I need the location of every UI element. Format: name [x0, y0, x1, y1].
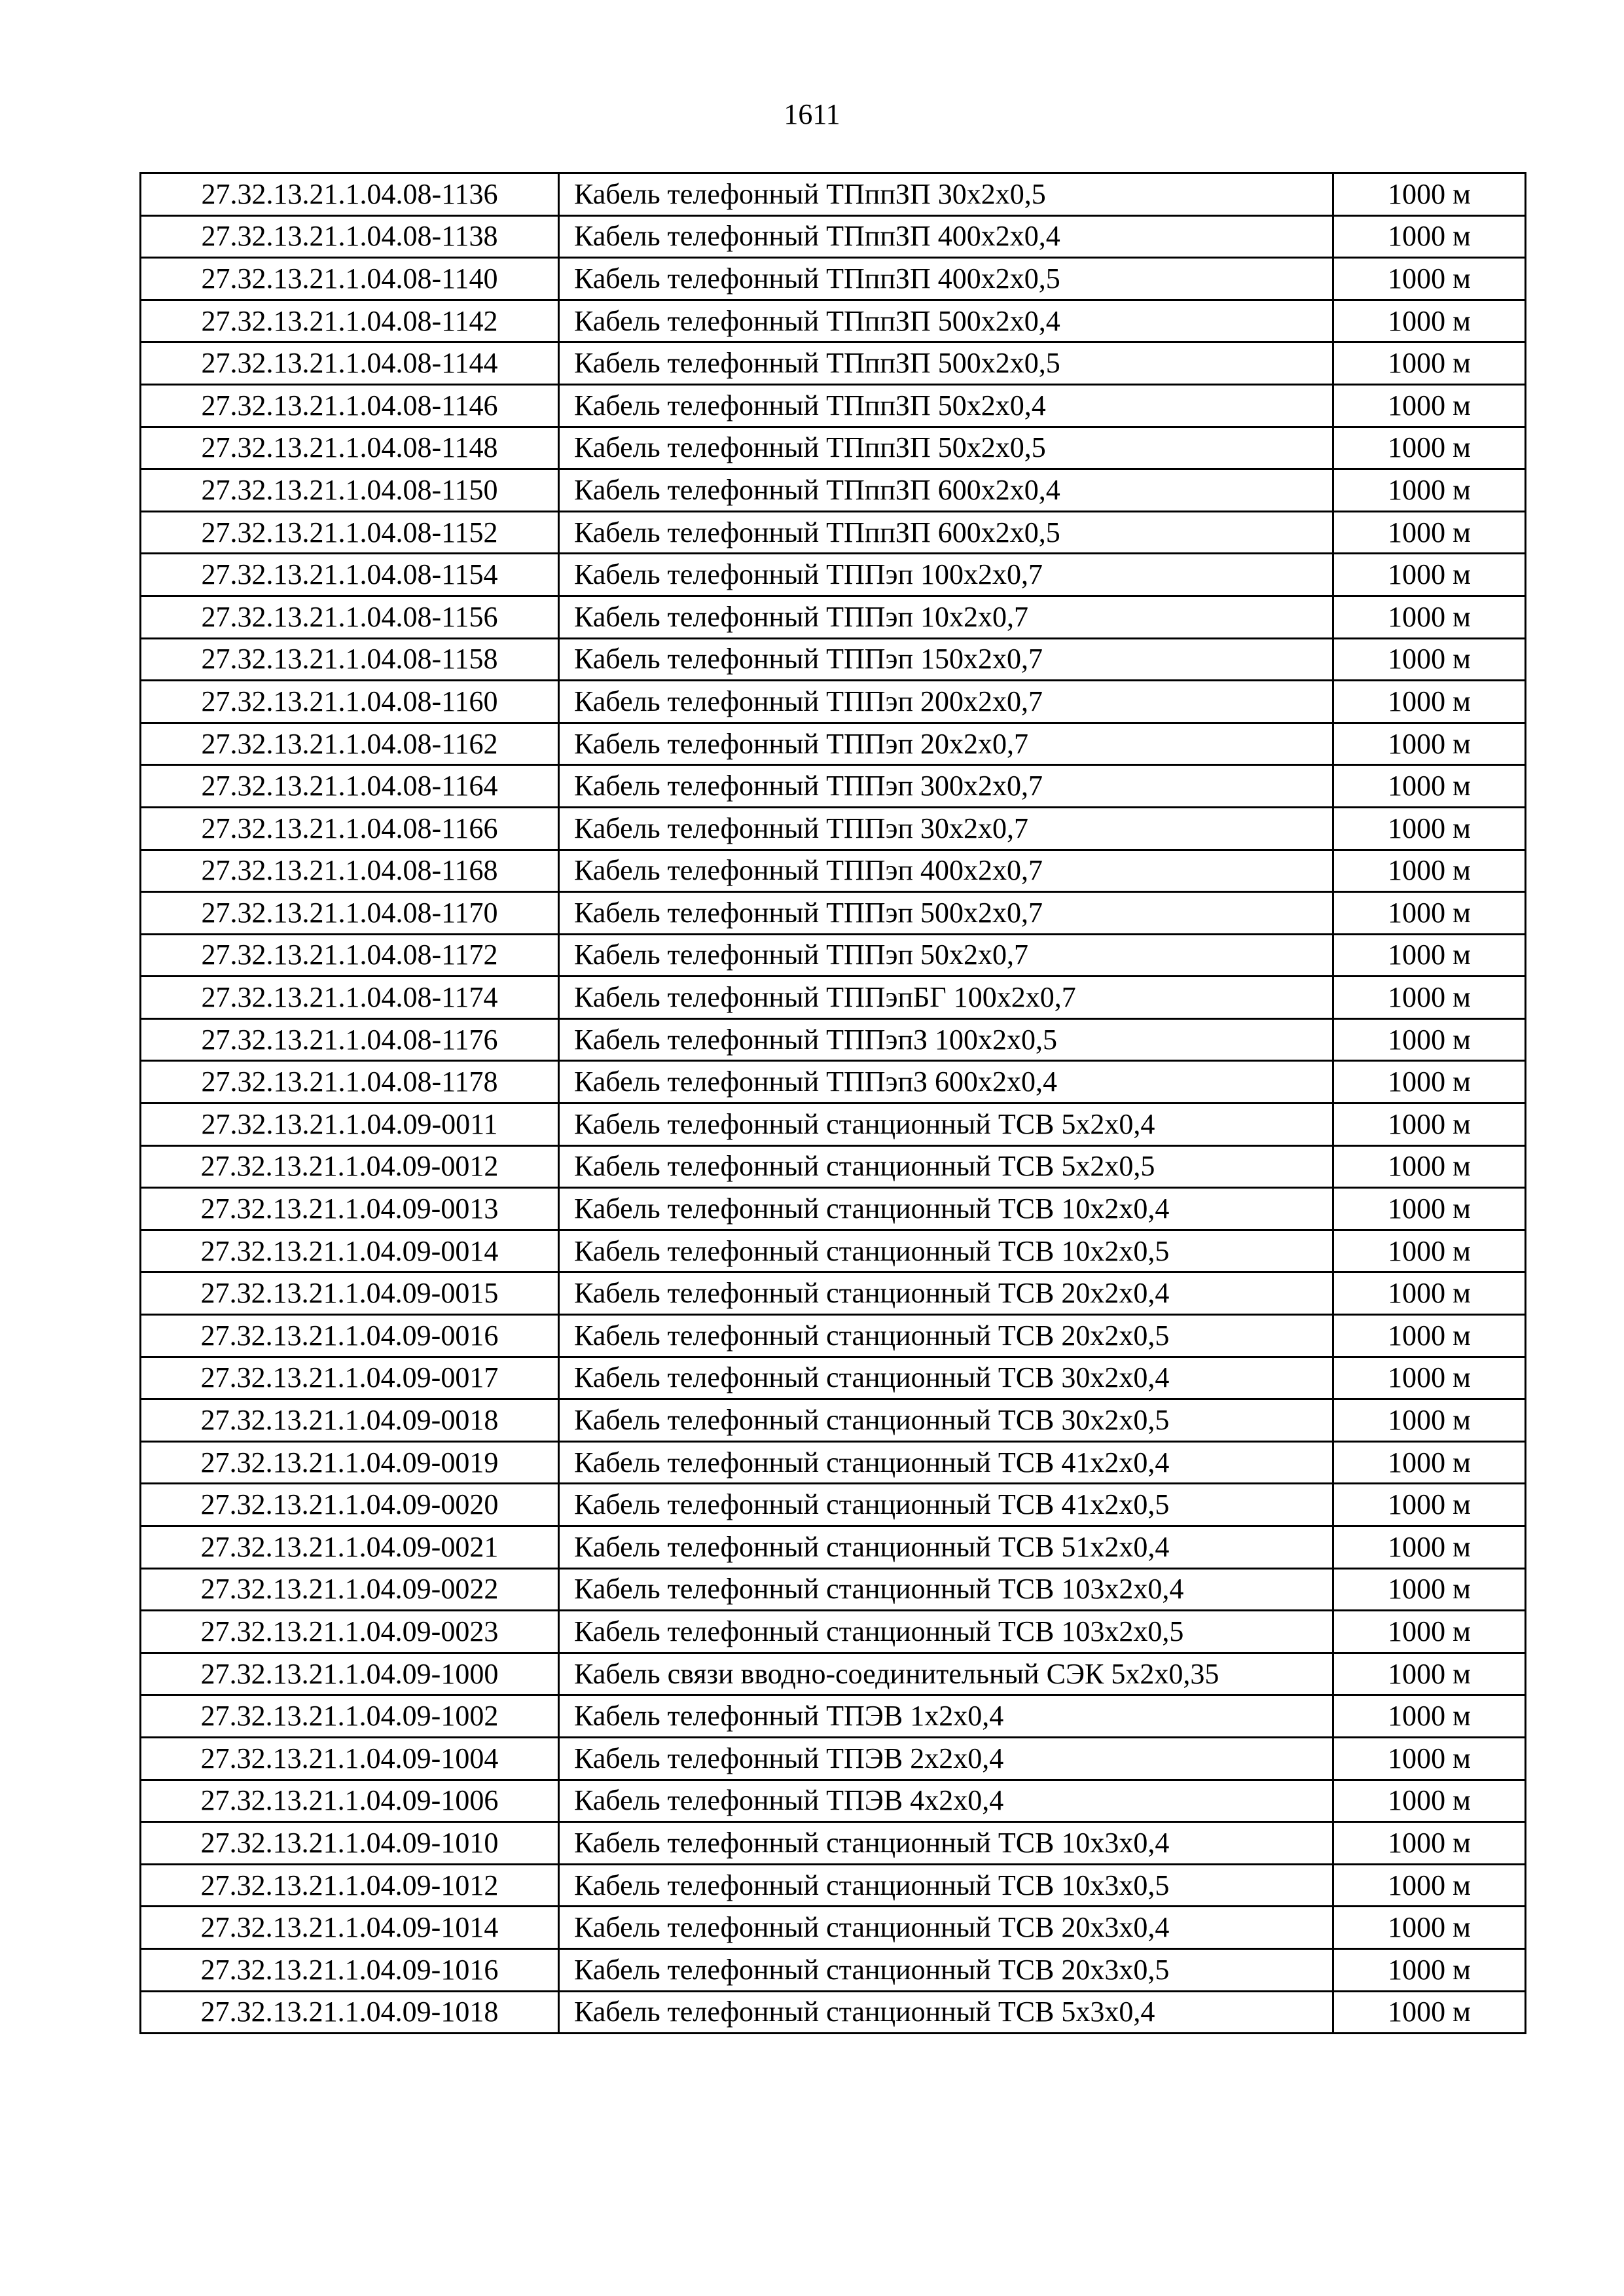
code-cell: 27.32.13.21.1.04.09-0016 [141, 1315, 559, 1357]
code-cell: 27.32.13.21.1.04.08-1178 [141, 1061, 559, 1103]
unit-cell: 1000 м [1333, 258, 1526, 300]
name-cell: Кабель телефонный ТПппЗП 600х2х0,5 [559, 511, 1333, 554]
name-cell: Кабель телефонный ТПппЗП 50х2х0,4 [559, 384, 1333, 427]
unit-cell: 1000 м [1333, 1103, 1526, 1146]
table-row [141, 384, 1526, 427]
name-cell: Кабель телефонный станционный ТСВ 10х3х0,4 [559, 1822, 1333, 1865]
table-row [141, 427, 1526, 469]
name-cell: Кабель телефонный ТППэп 150х2х0,7 [559, 638, 1333, 681]
name-cell: Кабель телефонный станционный ТСВ 20х3х0,5 [559, 1948, 1333, 1991]
table-row [141, 1399, 1526, 1442]
code-cell: 27.32.13.21.1.04.08-1172 [141, 934, 559, 977]
table-row [141, 1948, 1526, 1991]
table-row [141, 1568, 1526, 1611]
table-row [141, 1484, 1526, 1526]
unit-cell: 1000 м [1333, 554, 1526, 596]
unit-cell: 1000 м [1333, 173, 1526, 216]
code-cell: 27.32.13.21.1.04.09-0015 [141, 1272, 559, 1315]
unit-cell: 1000 м [1333, 1822, 1526, 1865]
code-cell: 27.32.13.21.1.04.09-1010 [141, 1822, 559, 1865]
code-cell: 27.32.13.21.1.04.08-1170 [141, 892, 559, 935]
unit-cell: 1000 м [1333, 1484, 1526, 1526]
unit-cell: 1000 м [1333, 1357, 1526, 1399]
table-row [141, 1611, 1526, 1653]
code-cell: 27.32.13.21.1.04.08-1176 [141, 1018, 559, 1061]
name-cell: Кабель телефонный станционный ТСВ 41х2х0,4 [559, 1441, 1333, 1484]
table-row [141, 1230, 1526, 1272]
name-cell: Кабель телефонный станционный ТСВ 41х2х0,5 [559, 1484, 1333, 1526]
unit-cell: 1000 м [1333, 1948, 1526, 1991]
table-row [141, 511, 1526, 554]
table-row [141, 1145, 1526, 1188]
unit-cell: 1000 м [1333, 1611, 1526, 1653]
name-cell: Кабель телефонный ТППэпЗ 600х2х0,4 [559, 1061, 1333, 1103]
unit-cell: 1000 м [1333, 1780, 1526, 1822]
unit-cell: 1000 м [1333, 807, 1526, 850]
code-cell: 27.32.13.21.1.04.08-1168 [141, 850, 559, 892]
name-cell: Кабель связи вводно-соединительный СЭК 5х2х0,35 [559, 1653, 1333, 1695]
code-cell: 27.32.13.21.1.04.08-1136 [141, 173, 559, 216]
unit-cell: 1000 м [1333, 427, 1526, 469]
unit-cell: 1000 м [1333, 300, 1526, 342]
code-cell: 27.32.13.21.1.04.09-0020 [141, 1484, 559, 1526]
code-cell: 27.32.13.21.1.04.09-1006 [141, 1780, 559, 1822]
unit-cell: 1000 м [1333, 1272, 1526, 1315]
name-cell: Кабель телефонный ТПЭВ 4х2х0,4 [559, 1780, 1333, 1822]
unit-cell: 1000 м [1333, 765, 1526, 808]
name-cell: Кабель телефонный станционный ТСВ 103х2х0,5 [559, 1611, 1333, 1653]
code-cell: 27.32.13.21.1.04.08-1162 [141, 723, 559, 765]
unit-cell: 1000 м [1333, 1526, 1526, 1569]
table-row [141, 1441, 1526, 1484]
table-row [141, 554, 1526, 596]
name-cell: Кабель телефонный ТПппЗП 500х2х0,4 [559, 300, 1333, 342]
table-row [141, 638, 1526, 681]
table-row [141, 1526, 1526, 1569]
unit-cell: 1000 м [1333, 1991, 1526, 2034]
table-row [141, 1695, 1526, 1738]
name-cell: Кабель телефонный станционный ТСВ 5х3х0,4 [559, 1991, 1333, 2034]
code-cell: 27.32.13.21.1.04.08-1148 [141, 427, 559, 469]
unit-cell: 1000 м [1333, 384, 1526, 427]
name-cell: Кабель телефонный станционный ТСВ 51х2х0,4 [559, 1526, 1333, 1569]
unit-cell: 1000 м [1333, 215, 1526, 258]
code-cell: 27.32.13.21.1.04.09-1000 [141, 1653, 559, 1695]
code-cell: 27.32.13.21.1.04.08-1146 [141, 384, 559, 427]
code-cell: 27.32.13.21.1.04.09-1014 [141, 1907, 559, 1949]
unit-cell: 1000 м [1333, 892, 1526, 935]
table-row [141, 300, 1526, 342]
unit-cell: 1000 м [1333, 1737, 1526, 1780]
name-cell: Кабель телефонный ТПЭВ 2х2х0,4 [559, 1737, 1333, 1780]
code-cell: 27.32.13.21.1.04.09-0013 [141, 1188, 559, 1230]
code-cell: 27.32.13.21.1.04.09-0019 [141, 1441, 559, 1484]
table-row [141, 215, 1526, 258]
unit-cell: 1000 м [1333, 511, 1526, 554]
name-cell: Кабель телефонный ТПппЗП 50х2х0,5 [559, 427, 1333, 469]
unit-cell: 1000 м [1333, 1653, 1526, 1695]
name-cell: Кабель телефонный ТПппЗП 500х2х0,5 [559, 342, 1333, 385]
code-cell: 27.32.13.21.1.04.09-0014 [141, 1230, 559, 1272]
unit-cell: 1000 м [1333, 977, 1526, 1019]
name-cell: Кабель телефонный станционный ТСВ 5х2х0,5 [559, 1145, 1333, 1188]
unit-cell: 1000 м [1333, 1230, 1526, 1272]
code-cell: 27.32.13.21.1.04.09-0022 [141, 1568, 559, 1611]
unit-cell: 1000 м [1333, 934, 1526, 977]
name-cell: Кабель телефонный станционный ТСВ 20х2х0,5 [559, 1315, 1333, 1357]
name-cell: Кабель телефонный ТППэп 30х2х0,7 [559, 807, 1333, 850]
unit-cell: 1000 м [1333, 1568, 1526, 1611]
code-cell: 27.32.13.21.1.04.08-1166 [141, 807, 559, 850]
table-row [141, 1272, 1526, 1315]
code-cell: 27.32.13.21.1.04.08-1158 [141, 638, 559, 681]
name-cell: Кабель телефонный станционный ТСВ 103х2х0,4 [559, 1568, 1333, 1611]
name-cell: Кабель телефонный ТПппЗП 30х2х0,5 [559, 173, 1333, 216]
name-cell: Кабель телефонный ТППэп 50х2х0,7 [559, 934, 1333, 977]
unit-cell: 1000 м [1333, 723, 1526, 765]
code-cell: 27.32.13.21.1.04.09-0012 [141, 1145, 559, 1188]
resource-table [139, 172, 1526, 2034]
table-row [141, 765, 1526, 808]
code-cell: 27.32.13.21.1.04.09-1018 [141, 1991, 559, 2034]
unit-cell: 1000 м [1333, 1145, 1526, 1188]
unit-cell: 1000 м [1333, 342, 1526, 385]
table-row [141, 977, 1526, 1019]
name-cell: Кабель телефонный станционный ТСВ 20х2х0,4 [559, 1272, 1333, 1315]
name-cell: Кабель телефонный станционный ТСВ 30х2х0,5 [559, 1399, 1333, 1442]
table-row [141, 342, 1526, 385]
unit-cell: 1000 м [1333, 1018, 1526, 1061]
code-cell: 27.32.13.21.1.04.08-1174 [141, 977, 559, 1019]
name-cell: Кабель телефонный станционный ТСВ 5х2х0,4 [559, 1103, 1333, 1146]
name-cell: Кабель телефонный ТПппЗП 400х2х0,5 [559, 258, 1333, 300]
name-cell: Кабель телефонный ТППэп 300х2х0,7 [559, 765, 1333, 808]
code-cell: 27.32.13.21.1.04.08-1152 [141, 511, 559, 554]
code-cell: 27.32.13.21.1.04.09-0021 [141, 1526, 559, 1569]
table-row [141, 1061, 1526, 1103]
code-cell: 27.32.13.21.1.04.08-1160 [141, 681, 559, 723]
unit-cell: 1000 м [1333, 681, 1526, 723]
table-row [141, 681, 1526, 723]
code-cell: 27.32.13.21.1.04.08-1140 [141, 258, 559, 300]
table-row [141, 1653, 1526, 1695]
unit-cell: 1000 м [1333, 1907, 1526, 1949]
code-cell: 27.32.13.21.1.04.08-1138 [141, 215, 559, 258]
page-number: 1611 [784, 98, 840, 130]
table-row [141, 258, 1526, 300]
name-cell: Кабель телефонный станционный ТСВ 20х3х0,4 [559, 1907, 1333, 1949]
table-row [141, 1357, 1526, 1399]
name-cell: Кабель телефонный ТПЭВ 1х2х0,4 [559, 1695, 1333, 1738]
table-row [141, 807, 1526, 850]
name-cell: Кабель телефонный ТППэп 400х2х0,7 [559, 850, 1333, 892]
table-row [141, 1188, 1526, 1230]
name-cell: Кабель телефонный ТППэп 10х2х0,7 [559, 596, 1333, 638]
table-row [141, 1103, 1526, 1146]
name-cell: Кабель телефонный ТППэп 200х2х0,7 [559, 681, 1333, 723]
code-cell: 27.32.13.21.1.04.09-0011 [141, 1103, 559, 1146]
table-row [141, 723, 1526, 765]
code-cell: 27.32.13.21.1.04.09-1016 [141, 1948, 559, 1991]
code-cell: 27.32.13.21.1.04.08-1164 [141, 765, 559, 808]
table-body [141, 173, 1526, 2034]
name-cell: Кабель телефонный станционный ТСВ 10х2х0,5 [559, 1230, 1333, 1272]
table-row [141, 1822, 1526, 1865]
table-row [141, 1864, 1526, 1907]
unit-cell: 1000 м [1333, 1441, 1526, 1484]
code-cell: 27.32.13.21.1.04.09-0017 [141, 1357, 559, 1399]
code-cell: 27.32.13.21.1.04.08-1144 [141, 342, 559, 385]
name-cell: Кабель телефонный ТПппЗП 400х2х0,4 [559, 215, 1333, 258]
name-cell: Кабель телефонный станционный ТСВ 10х3х0,5 [559, 1864, 1333, 1907]
code-cell: 27.32.13.21.1.04.08-1156 [141, 596, 559, 638]
table-row [141, 173, 1526, 216]
unit-cell: 1000 м [1333, 1061, 1526, 1103]
table-row [141, 850, 1526, 892]
code-cell: 27.32.13.21.1.04.09-1002 [141, 1695, 559, 1738]
table-row [141, 1737, 1526, 1780]
name-cell: Кабель телефонный станционный ТСВ 10х2х0,4 [559, 1188, 1333, 1230]
name-cell: Кабель телефонный ТППэпЗ 100х2х0,5 [559, 1018, 1333, 1061]
code-cell: 27.32.13.21.1.04.08-1154 [141, 554, 559, 596]
table-row [141, 892, 1526, 935]
unit-cell: 1000 м [1333, 596, 1526, 638]
name-cell: Кабель телефонный станционный ТСВ 30х2х0,4 [559, 1357, 1333, 1399]
name-cell: Кабель телефонный ТППэпБГ 100х2х0,7 [559, 977, 1333, 1019]
name-cell: Кабель телефонный ТППэп 20х2х0,7 [559, 723, 1333, 765]
unit-cell: 1000 м [1333, 638, 1526, 681]
table-row [141, 1780, 1526, 1822]
table-row [141, 1018, 1526, 1061]
code-cell: 27.32.13.21.1.04.09-1004 [141, 1737, 559, 1780]
code-cell: 27.32.13.21.1.04.08-1142 [141, 300, 559, 342]
name-cell: Кабель телефонный ТППэп 100х2х0,7 [559, 554, 1333, 596]
code-cell: 27.32.13.21.1.04.09-1012 [141, 1864, 559, 1907]
code-cell: 27.32.13.21.1.04.09-0018 [141, 1399, 559, 1442]
name-cell: Кабель телефонный ТПппЗП 600х2х0,4 [559, 469, 1333, 512]
unit-cell: 1000 м [1333, 1864, 1526, 1907]
name-cell: Кабель телефонный ТППэп 500х2х0,7 [559, 892, 1333, 935]
unit-cell: 1000 м [1333, 1695, 1526, 1738]
table-row [141, 596, 1526, 638]
unit-cell: 1000 м [1333, 1315, 1526, 1357]
unit-cell: 1000 м [1333, 850, 1526, 892]
table-row [141, 1991, 1526, 2034]
code-cell: 27.32.13.21.1.04.08-1150 [141, 469, 559, 512]
table-row [141, 1315, 1526, 1357]
table-row [141, 934, 1526, 977]
unit-cell: 1000 м [1333, 1188, 1526, 1230]
code-cell: 27.32.13.21.1.04.09-0023 [141, 1611, 559, 1653]
table-row [141, 1907, 1526, 1949]
table-row [141, 469, 1526, 512]
unit-cell: 1000 м [1333, 469, 1526, 512]
unit-cell: 1000 м [1333, 1399, 1526, 1442]
